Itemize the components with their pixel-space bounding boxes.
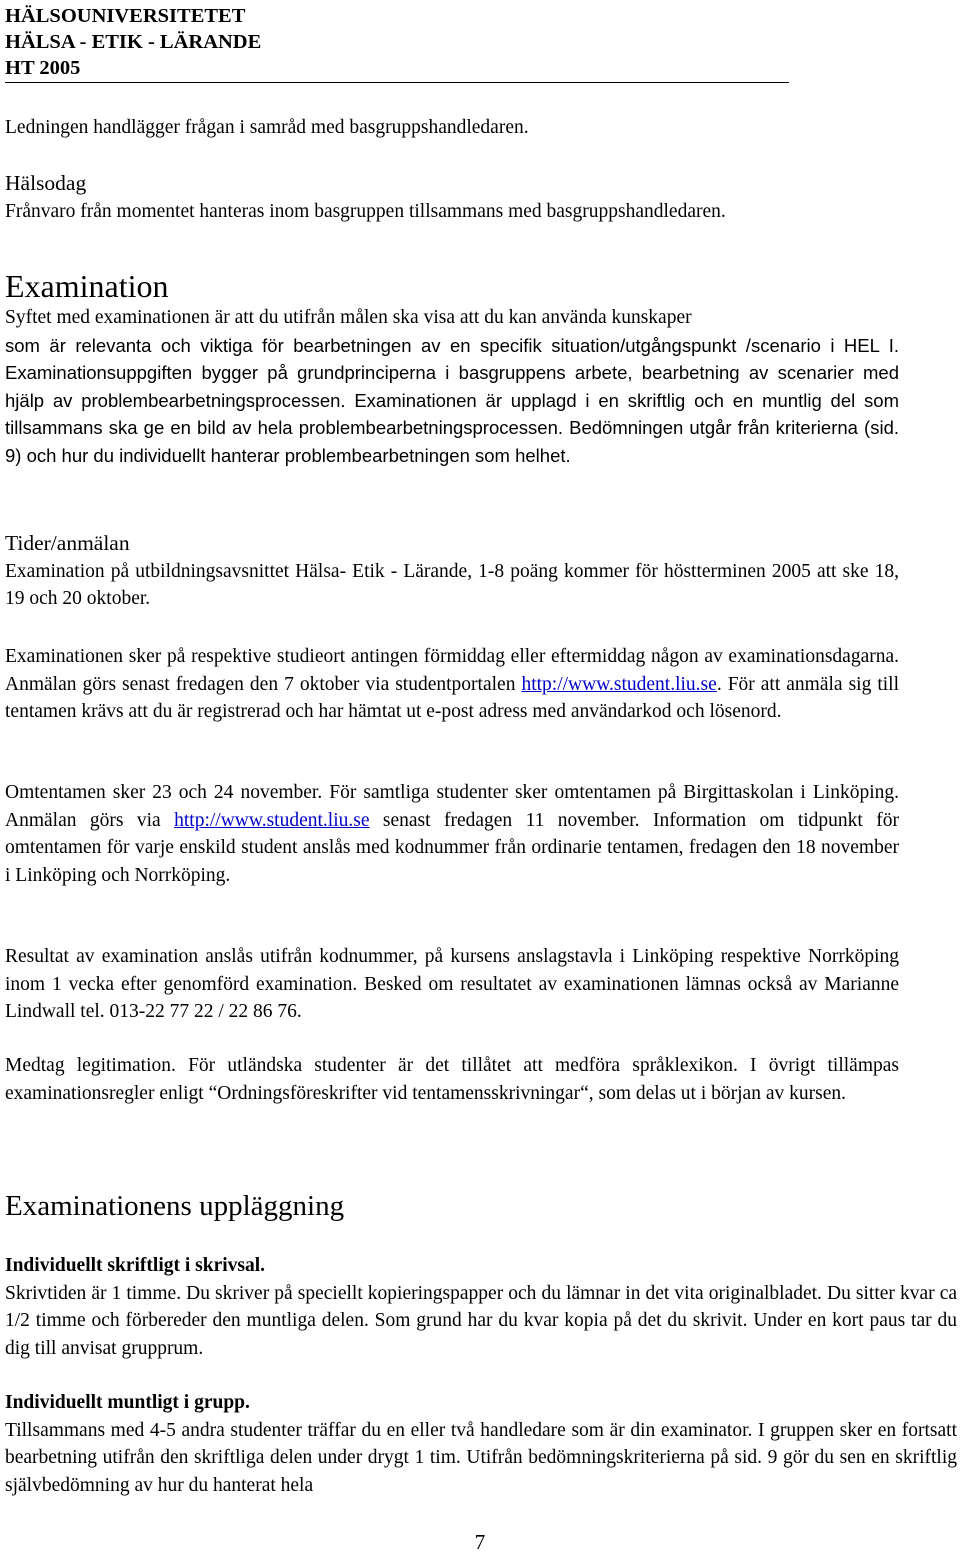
halsodag-text: Frånvaro från momentet hanteras inom basgruppen tillsammans med basgruppshandledaren. [5, 200, 726, 222]
examination-lead: Syftet med examinationen är att du utifrån målen ska visa att du kan använda kunskaper [5, 307, 692, 328]
written-part-text: Skrivtiden är 1 timme. Du skriver på speciellt kopieringspapper och du lämnar in det vita originalbladet. Du sitter kvar ca 1/2 timme och förbereder den muntliga delen. Som grund har du kvar kopia på det du skrivit. Under en kort paus tar du dig till anvisat grupprum. [5, 1282, 957, 1359]
page-number: 7 [474, 1530, 486, 1554]
halsodag-heading: Hälsodag [5, 171, 87, 195]
examination-text: som är relevanta och viktiga för bearbetningen av en specifik situation/utgångspunkt /scenario i HEL I. Examinationsuppgiften bygger på grundprinciperna i basgruppens arbete, bearbetning av scenarier med hjälp av problembearbetningsprocessen. Examinationen är upplagd i en skriftlig och en muntlig del som tillsammans ska ge en bild av hela problembearbetningsprocessen. Bedömningen utgår från kriterierna (sid. 9) och hur du individuellt hanterar problembearbetningen som helhet. [5, 334, 899, 466]
examination-section [5, 268, 899, 469]
oral-part-text: Tillsammans med 4-5 andra studenter träffar du en eller två handledare som är din examinator. I gruppen sker en fortsatt bearbetning utifrån den skriftliga delen under drygt 1 tim. Utifrån bedömningskriterierna på sid. 9 gör du sen en skriftlig självbedömning av hur du hanterat hela [5, 1419, 957, 1496]
header-university: HÄLSOUNIVERSITETET [5, 5, 246, 27]
studentportal-link[interactable]: http://www.student.liu.se [521, 673, 717, 695]
intro-paragraph: Ledningen handlägger frågan i samråd med basgruppshandledaren. [5, 117, 529, 138]
upplaggning-heading-block [5, 1189, 899, 1223]
written-part-heading: Individuellt skriftligt i skrivsal. [5, 1255, 266, 1276]
tider-results: Resultat av examination anslås utifrån kodnummer, på kursens anslagstavla i Linköping respektive Norrköping inom 1 vecka efter genomförd examination. Besked om resultatet av examinationen lämnas också av Marianne Lindwall tel. 013-22 77 22 / 22 86 76. [5, 946, 899, 1022]
oral-part-heading: Individuellt muntligt i grupp. [5, 1392, 250, 1413]
halsodag-section [5, 170, 957, 225]
written-part [5, 1252, 957, 1362]
tider-dates: Examination på utbildningsavsnittet Hälsa- Etik - Lärande, 1-8 poäng kommer för höstterminen 2005 att ske 18, 19 och 20 oktober. [5, 560, 899, 609]
oral-part [5, 1389, 957, 1499]
tider-registration: Examinationen sker på respektive studieort antingen förmiddag eller eftermiddag någon av examinationsdagarna. Anmälan görs senast fredagen den 7 oktober via studentportalen http://www.student.liu.se. För att anmäla sig till tentamen krävs att du är registrerad och har hämtat ut e-post adress med användarkod och lösenord. [5, 646, 899, 722]
tider-heading: Tider/anmälan [5, 531, 130, 555]
tider-retake: Omtentamen sker 23 och 24 november. För samtliga studenter sker omtentamen på Birgittaskolan i Linköping. Anmälan görs via http://www.student.liu.se senast fredagen 11 november. Information om tidpunkt för omtentamen för varje enskild student anslås med kodnummer från ordinarie tentamen, fredagen den 18 november i Linköping och Norrköping. [5, 782, 899, 886]
header-course: HÄLSA - ETIK - LÄRANDE [5, 31, 262, 53]
tider-section [5, 530, 899, 613]
document-header [5, 3, 789, 83]
examination-heading: Examination [5, 268, 169, 304]
tider-rules: Medtag legitimation. För utländska studenter är det tillåtet att medföra språklexikon. I övrigt tillämpas examinationsregler enligt “Ordningsföreskrifter vid tentamensskrivningar“, som delas ut i början av kursen. [5, 1055, 899, 1104]
header-term: HT 2005 [5, 57, 81, 79]
retake-portal-link[interactable]: http://www.student.liu.se [174, 809, 370, 831]
upplaggning-heading: Examinationens uppläggning [5, 1190, 345, 1222]
